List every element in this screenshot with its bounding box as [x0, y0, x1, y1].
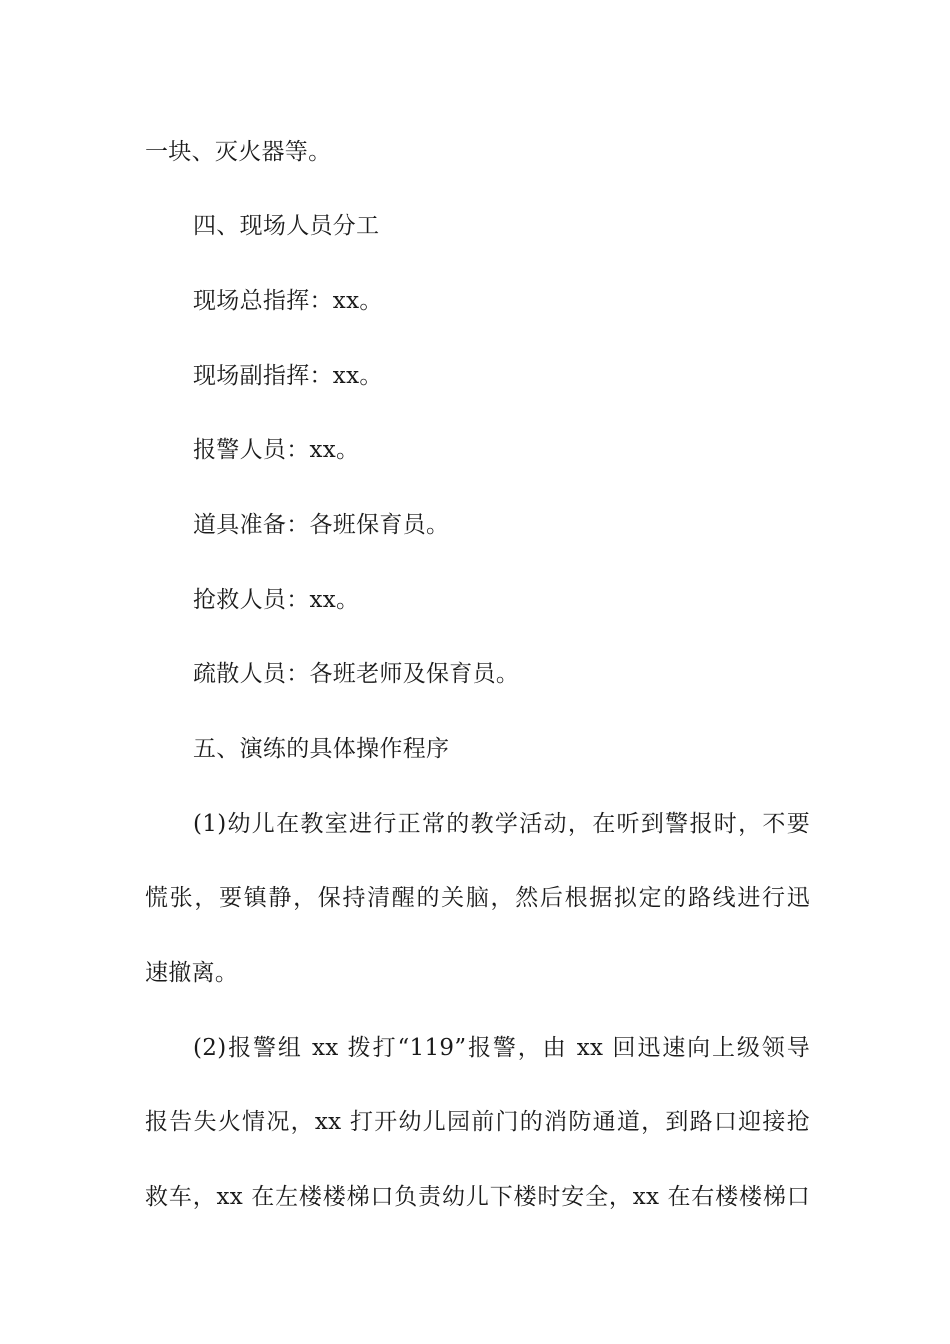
paragraph-line: 慌张，要镇静，保持清醒的关脑，然后根据拟定的路线进行迅 — [145, 885, 810, 911]
text-line: 报警人员：xx。 — [193, 437, 360, 463]
paragraph-line: 报告失火情况，xx 打开幼儿园前门的消防通道，到路口迎接抢 — [145, 1109, 810, 1135]
paragraph-line: (1)幼儿在教室进行正常的教学活动，在听到警报时，不要 — [193, 811, 810, 837]
section-heading: 五、演练的具体操作程序 — [193, 736, 450, 762]
paragraph-line: (2)报警组 xx 拨打“119”报警，由 xx 回迅速向上级领导 — [193, 1035, 810, 1061]
text-line: 道具准备：各班保育员。 — [193, 512, 450, 538]
text-line: 一块、灭火器等。 — [145, 139, 332, 165]
text-line: 现场副指挥：xx。 — [193, 363, 383, 389]
text-line: 现场总指挥：xx。 — [193, 288, 383, 314]
paragraph-line: 救车，xx 在左楼楼梯口负责幼儿下楼时安全，xx 在右楼楼梯口 — [145, 1184, 810, 1210]
text-line: 抢救人员：xx。 — [193, 587, 360, 613]
text-line: 疏散人员：各班老师及保育员。 — [193, 661, 520, 687]
section-heading: 四、现场人员分工 — [193, 213, 380, 239]
paragraph-line: 速撤离。 — [145, 960, 239, 986]
